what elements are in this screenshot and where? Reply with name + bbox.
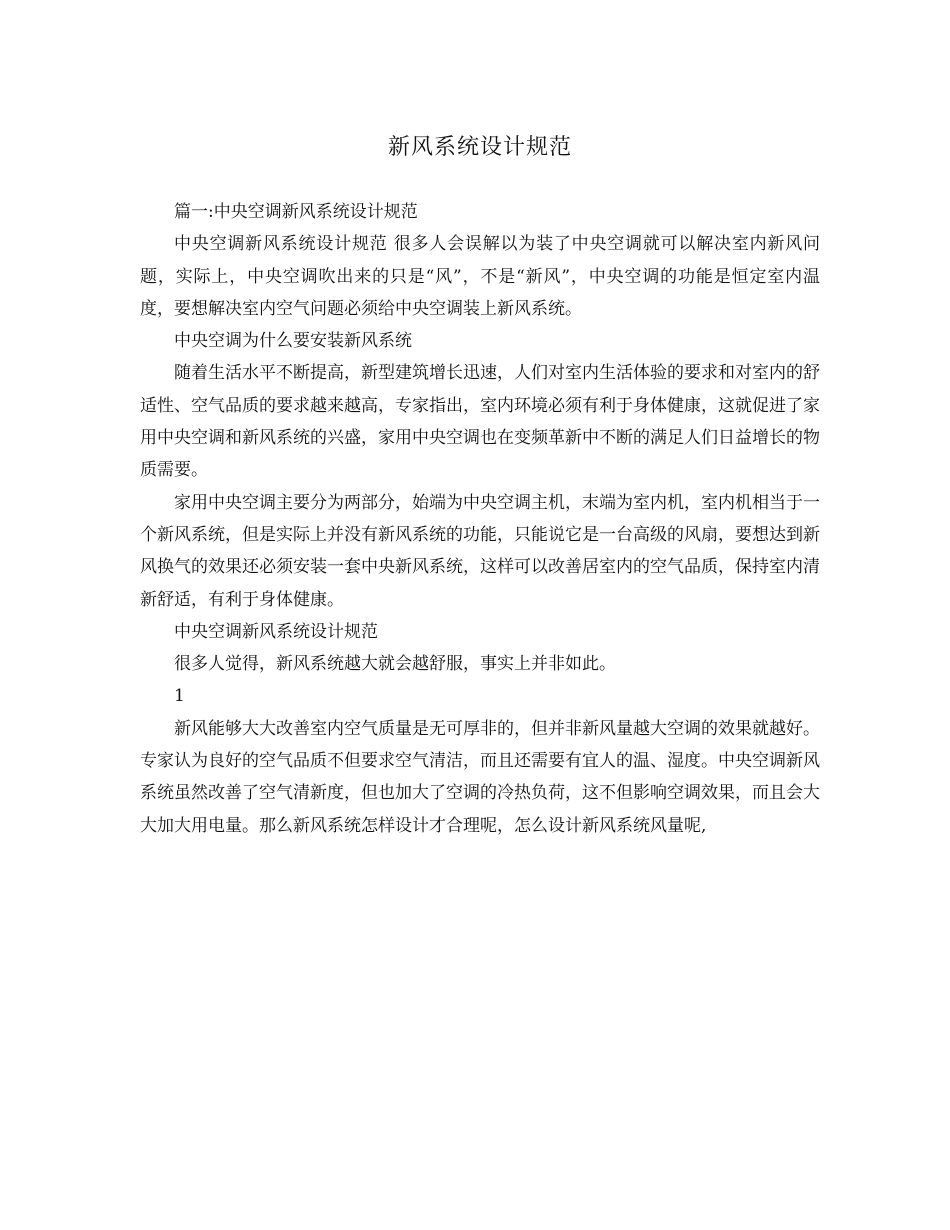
document-page	[140, 128, 820, 842]
paragraph-misconception: 很多人觉得，新风系统越大就会越舒服，事实上并非如此。	[174, 654, 616, 675]
paragraph-fresh-air-volume: 新风能够大大改善室内空气质量是无可厚非的，但并非新风量越大空调的效果就越好。专家认为良好的空气品质不但要求空气清洁，而且还需要有宜人的温、湿度。中央空调新风系统虽然改善了空气清新度，但也加大了空调的冷热负荷，这不但影响空调效果，而且会大大加大用电量。那么新风系统怎样设计才合理呢，怎么设计新风系统风量呢,	[140, 718, 820, 836]
paragraph-subheading-spec: 中央空调新风系统设计规范	[174, 621, 378, 642]
paragraph-number: 1	[174, 686, 185, 707]
paragraph-living-standards: 随着生活水平不断提高，新型建筑增长迅速，人们对室内生活体验的要求和对室内的舒适性、空气品质的要求越来越高，专家指出，室内环境必须有利于身体健康，这就促进了家用中央空调和新风系统的兴盛，家用中央空调也在变频革新中不断的满足人们日益增长的物质需要。	[140, 363, 820, 481]
document-title: 新风系统设计规范	[387, 135, 572, 160]
paragraph-intro: 中央空调新风系统设计规范 很多人会误解以为装了中央空调就可以解决室内新风问题，实际上，中央空调吹出来的只是“风”，不是“新风”，中央空调的功能是恒定室内温度，要想解决室内空气问题必须给中央空调装上新风系统。	[140, 234, 820, 319]
paragraph-section-heading: 篇一:中央空调新风系统设计规范	[174, 202, 418, 222]
paragraph-household-ac: 家用中央空调主要分为两部分，始端为中央空调主机，末端为室内机，室内机相当于一个新风系统，但是实际上并没有新风系统的功能，只能说它是一台高级的风扇，要想达到新风换气的效果还必须安装一套中央新风系统，这样可以改善居室内的空气品质，保持室内清新舒适，有利于身体健康。	[140, 492, 820, 610]
paragraph-subheading-why: 中央空调为什么要安装新风系统	[174, 331, 412, 352]
